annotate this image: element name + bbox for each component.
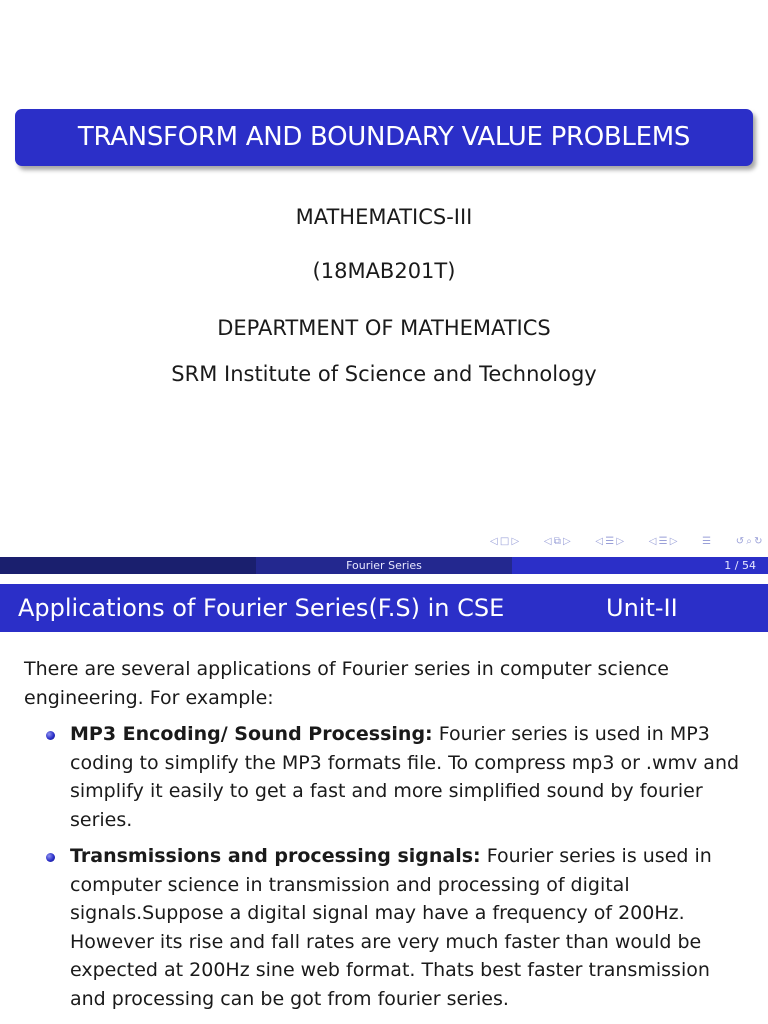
frame-title: Applications of Fourier Series(F.S) in CSE (18, 594, 505, 622)
bullet-icon (46, 853, 55, 862)
slide-prev-next-icon[interactable]: ◁ □ ▷ (490, 536, 519, 547)
subtitle: MATHEMATICS-III (295, 205, 473, 229)
bullet-heading: Transmissions and processing signals: (70, 845, 481, 867)
footer-section-title: Fourier Series (256, 557, 512, 574)
bullet-heading: MP3 Encoding/ Sound Processing: (70, 723, 433, 745)
list-item (24, 720, 744, 834)
bullet-text: Fourier series is used in MP3 coding to simplify the MP3 formats file. To compress mp3 or .wmv and simplify it easily to get a fast and more simplified sound by fourier series. (70, 723, 740, 831)
bullet-text: Fourier series is used in computer science in transmission and processing of digital signals.Suppose a digital signal may have a frequency of 200Hz. However its rise and fall rates are very much faster than would be expected at 200Hz sine web format. Thats best faster transmission and processing can be got from fourier series. (70, 845, 712, 1010)
slide-title-box (15, 109, 753, 166)
intro-paragraph: There are several applications of Fourier series in computer science engineering. For example: (24, 658, 669, 709)
footer-left (0, 557, 256, 574)
frame-prev-next-icon[interactable]: ◁ ⧉ ▷ (543, 536, 571, 547)
institute-name: SRM Institute of Science and Technology (171, 362, 597, 386)
list-item (24, 842, 744, 1013)
align-icon[interactable]: ☰ (702, 536, 711, 547)
bullet-icon (46, 731, 55, 740)
beamer-navigation-bar (490, 536, 762, 547)
frame-title-bar (0, 584, 768, 632)
beamer-footer (0, 557, 768, 574)
department-name: DEPARTMENT OF MATHEMATICS (217, 316, 551, 340)
course-code: (18MAB201T) (312, 259, 456, 283)
applications-list (24, 720, 744, 1021)
section-prev-next-icon[interactable]: ◁ ☰ ▷ (648, 536, 677, 547)
subsection-prev-next-icon[interactable]: ◁ ☰ ▷ (595, 536, 624, 547)
footer-page-number: 1 / 54 (512, 557, 768, 574)
slide-title: TRANSFORM AND BOUNDARY VALUE PROBLEMS (77, 122, 691, 152)
unit-label: Unit-II (606, 594, 678, 622)
search-zoom-icon[interactable]: ↺ ⌕ ↻ (735, 536, 762, 547)
